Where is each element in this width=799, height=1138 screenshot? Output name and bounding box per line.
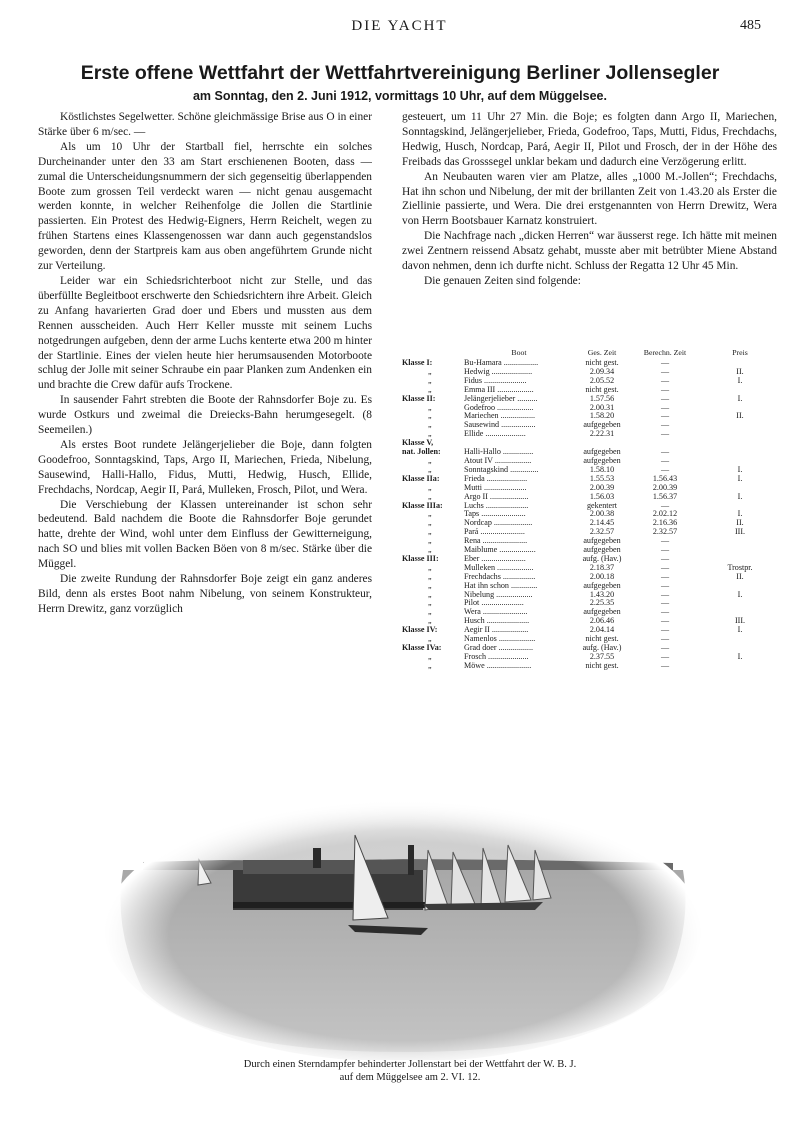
total-time-cell: nicht gest. — [585, 359, 619, 367]
result-row — [402, 466, 780, 475]
prize-cell: III. — [734, 528, 746, 537]
prize-cell — [700, 484, 780, 493]
prize-cell: II. — [736, 519, 744, 528]
result-row — [402, 395, 780, 404]
prize-cell — [700, 662, 780, 671]
total-time-cell: 2.09.34 — [589, 367, 615, 376]
calculated-time-cell: — — [660, 590, 670, 599]
calculated-time-cell: — — [660, 537, 670, 546]
result-row — [402, 377, 780, 386]
prize-cell: III. — [734, 617, 746, 626]
calculated-time-cell: 1.56.37 — [652, 492, 678, 501]
prize-cell: I. — [737, 626, 743, 635]
total-time-cell: 2.00.38 — [589, 510, 615, 519]
prize-cell — [700, 635, 780, 644]
left-text-column — [38, 110, 372, 670]
result-row — [402, 573, 780, 582]
paragraph: Als erstes Boot rundete Jelängerjelieber die Boje, dann folgten Goodefroo, Sonntagskind, Taps, Argo II, Mariechen, Frieda, Nibelung, Sausewind, Halli-Hallo, Fidus, Mutti, Hedwig, Husch, Ellide, Frechdachs, Nordcap, Aegir II, Pará, Mulleken, Frosch, Pilot, und Wera. — [38, 438, 372, 496]
total-time-cell: 2.05.52 — [589, 376, 615, 385]
total-time-cell: nicht gest. — [585, 661, 619, 670]
class-cell: Klasse III: — [402, 554, 439, 563]
total-time-cell: 1.58.10 — [589, 465, 615, 474]
boat-name-cell: Frosch .................... — [464, 652, 529, 661]
total-time-cell: 1.56.03 — [589, 492, 615, 501]
total-time-cell: aufgegeben — [583, 546, 621, 555]
class-cell: „ — [428, 590, 432, 599]
result-row — [402, 662, 780, 671]
result-row — [402, 368, 780, 377]
calculated-time-cell: — — [660, 599, 670, 608]
boat-name-cell: Taps ...................... — [464, 510, 526, 519]
calculated-time-cell: — — [660, 617, 670, 626]
total-time-cell: aufg. (Hav.) — [582, 554, 622, 563]
boat-name-cell: Fidus ..................... — [464, 376, 527, 385]
boat-name-cell: Maiblume .................. — [464, 546, 536, 555]
result-row — [402, 599, 780, 608]
result-row — [402, 617, 780, 626]
boat-name-cell: Eber ...................... — [464, 554, 526, 563]
total-time-cell: 2.22.31 — [589, 430, 615, 439]
calculated-time-cell: — — [660, 635, 670, 644]
boat-name-cell: Bu-Hamara ................. — [464, 359, 539, 367]
prize-cell — [700, 582, 780, 591]
prize-cell: I. — [737, 590, 743, 599]
paragraph: An Neubauten waren vier am Platze, alles „1000 M.-Jollen“; Frechdachs, Hat ihn schon und Nibelung, der mit der brillanten Zeit von 1.43.20 als Erster die Ziellinie passierte, und Wera. Die drei erstgenannten von Herrn Drewitz, Wera von Herrn Bootsbauer Karnatz konstruiert. — [402, 170, 777, 228]
class-cell: Klasse II: — [402, 394, 436, 403]
result-row — [402, 439, 780, 448]
total-time-cell: aufgegeben — [583, 448, 621, 457]
boat-name-cell: Luchs ..................... — [464, 501, 529, 510]
total-time-cell: 1.43.20 — [589, 590, 615, 599]
boat-name-cell: Mulleken .................. — [464, 563, 534, 572]
total-time-cell: gekentert — [586, 501, 618, 510]
result-row — [402, 359, 780, 368]
calculated-time-cell: — — [660, 367, 670, 376]
class-cell: „ — [428, 546, 432, 555]
result-row — [402, 430, 780, 439]
prize-cell — [700, 404, 780, 413]
result-row — [402, 555, 780, 564]
boat-name-cell: Pilot ..................... — [464, 599, 524, 608]
result-row — [402, 626, 780, 635]
class-cell: „ — [428, 430, 432, 439]
page-number: 485 — [740, 18, 761, 33]
prize-cell: I. — [737, 465, 743, 474]
result-row — [402, 386, 780, 395]
total-time-cell: aufgegeben — [583, 456, 621, 465]
boat-name-cell: Godefroo .................. — [464, 403, 534, 412]
class-cell: „ — [428, 661, 432, 670]
total-time-cell: 1.55.53 — [589, 474, 615, 483]
boat-name-cell: Wera ...................... — [464, 608, 528, 617]
article-title: Erste offene Wettfahrt der Wettfahrtvereinigung Berliner Jollensegler — [80, 62, 720, 84]
total-time-cell: aufgegeben — [583, 421, 621, 430]
prize-cell — [700, 502, 780, 511]
calculated-time-cell — [630, 439, 700, 448]
calculated-time-cell: — — [660, 652, 670, 661]
calculated-time-cell: 2.32.57 — [652, 528, 678, 537]
result-row — [402, 546, 780, 555]
result-row — [402, 502, 780, 511]
result-row — [402, 448, 780, 457]
results-body — [402, 359, 780, 671]
calculated-time-cell: — — [660, 546, 670, 555]
total-time-cell: aufgegeben — [583, 608, 621, 617]
total-time-cell: 2.00.18 — [589, 572, 615, 581]
calculated-time-cell: 2.16.36 — [652, 519, 678, 528]
boat-name-cell: Jelängerjelieber .......... — [464, 394, 538, 403]
class-cell: Klasse IV: — [402, 626, 438, 635]
class-cell: nat. Jollen: — [402, 448, 441, 457]
boat-name-cell: Argo II ................... — [464, 492, 529, 501]
calculated-time-cell: — — [660, 403, 670, 412]
class-cell: „ — [428, 599, 432, 608]
total-time-cell: 1.58.20 — [589, 412, 615, 421]
boat-name-cell: Pará ...................... — [464, 528, 525, 537]
right-text-column — [402, 110, 777, 350]
class-cell: „ — [428, 652, 432, 661]
class-cell: „ — [428, 412, 432, 421]
calculated-time-cell: — — [660, 501, 670, 510]
total-time-cell: aufgegeben — [583, 581, 621, 590]
photo-fade — [103, 795, 703, 1060]
prize-cell — [700, 386, 780, 395]
calculated-time-cell: — — [660, 626, 670, 635]
calculated-time-cell: — — [660, 661, 670, 670]
boat-name-cell: Mutti ..................... — [464, 483, 527, 492]
prize-column-header: Preis — [732, 349, 748, 357]
calculated-time-cell: 2.00.39 — [652, 483, 678, 492]
results-table — [402, 349, 780, 671]
total-time-cell: 2.14.45 — [589, 519, 615, 528]
paragraph: Köstlichstes Segelwetter. Schöne gleichmässige Brise aus O in einer Stärke über 6 m/sec. — — [38, 111, 372, 138]
prize-cell: II. — [736, 412, 744, 421]
caption-line: Durch einen Sterndampfer behinderter Jollenstart bei der Wettfahrt der W. B. J. — [243, 1059, 577, 1070]
class-cell: „ — [428, 563, 432, 572]
class-cell: „ — [428, 376, 432, 385]
class-cell: Klasse I: — [402, 359, 433, 367]
result-row — [402, 564, 780, 573]
result-row — [402, 537, 780, 546]
class-cell: „ — [428, 519, 432, 528]
boat-name-cell: Aegir II .................. — [464, 626, 529, 635]
boat-name-cell: Hedwig .................... — [464, 367, 533, 376]
class-cell: „ — [428, 403, 432, 412]
result-row — [402, 582, 780, 591]
total-time-cell: 2.00.39 — [589, 483, 615, 492]
result-row — [402, 591, 780, 600]
prize-cell — [700, 599, 780, 608]
calc-time-column-header: Berechn. Zeit — [643, 349, 687, 357]
boat-name-cell — [464, 439, 574, 448]
calculated-time-cell: — — [660, 385, 670, 394]
result-row — [402, 510, 780, 519]
total-time-cell: 2.04.14 — [589, 626, 615, 635]
prize-cell — [700, 439, 780, 448]
boat-name-cell: Grad doer ................. — [464, 644, 534, 652]
boat-name-cell: Sonntagskind .............. — [464, 465, 539, 474]
total-time-cell: 2.00.31 — [589, 403, 615, 412]
total-time-cell: 2.32.57 — [589, 528, 615, 537]
calculated-time-cell: — — [660, 581, 670, 590]
class-cell: „ — [428, 581, 432, 590]
total-time-cell — [574, 439, 630, 448]
paragraph: Leider war ein Schiedsrichterboot nicht zur Stelle, und das überfüllte Begleitboot erschwerte den Schiedsrichtern ihre Arbeit. Gleich zu Anfang havarierten Grad doer und Ebers und mussten aus dem Rennen ausscheiden. Auch Herr Keller musste mit seinem Luchs notgedrungen aufgeben, denn der arme Luchs kenterte etwa 200 m hinter der Startlinie. Eines der vielen heute hier herumsausenden Motorboote schlug der Jolle mit seiner Schraube ein paar Planken zum Andenken ein und brachte die Crew dafür aufs Trockene. — [38, 274, 372, 392]
prize-cell — [700, 421, 780, 430]
result-row — [402, 475, 780, 484]
boat-column-header: Boot — [511, 349, 527, 357]
prize-cell: I. — [737, 492, 743, 501]
regatta-photo — [103, 790, 703, 1060]
boat-name-cell: Möwe ...................... — [464, 661, 532, 670]
result-row — [402, 653, 780, 662]
class-cell: „ — [428, 492, 432, 501]
boat-name-cell: Emma III .................. — [464, 385, 534, 394]
boat-name-cell: Husch ..................... — [464, 617, 530, 626]
prize-cell — [700, 537, 780, 546]
boat-name-cell: Mariechen ................. — [464, 412, 536, 421]
prize-cell — [700, 555, 780, 564]
paragraph: gesteuert, um 11 Uhr 27 Min. die Boje; es folgten dann Argo II, Mariechen, Sonntagskind, Jelängerjelieber, Frieda, Godefroo, Taps, Mutti, Fidus, Frechdachs, Hedwig, Husch, Nordcap, Pará, Aegir II, Pilot und Frosch, der in der Höhe des Freibads das Grosssegel unklar bekam und dadurch eine Verzögerung erlitt. — [402, 111, 777, 168]
result-row — [402, 644, 780, 653]
boat-name-cell: Halli-Hallo ............... — [464, 448, 534, 457]
calculated-time-cell: — — [660, 376, 670, 385]
class-cell: „ — [428, 385, 432, 394]
calculated-time-cell: — — [660, 644, 670, 652]
prize-cell: I. — [737, 394, 743, 403]
class-cell: „ — [428, 537, 432, 546]
calculated-time-cell: — — [660, 608, 670, 617]
total-time-cell: 1.57.56 — [589, 394, 615, 403]
calculated-time-cell: — — [660, 448, 670, 457]
class-cell: „ — [428, 635, 432, 644]
prize-cell: I. — [737, 652, 743, 661]
paragraph: Die Verschiebung der Klassen untereinander ist schon sehr bedeutend. Bald nachdem die Boote die Rahnsdorfer Boje gerundet hatte, drehte der Wind, wohl unter dem Einfluss der Gewitterneigung, nach SO und blies mit vollen Backen Böen von 8 m/sec. Stärke über die Müggel. — [38, 498, 372, 571]
class-cell: „ — [428, 483, 432, 492]
calculated-time-cell: — — [660, 456, 670, 465]
class-cell: „ — [428, 528, 432, 537]
paragraph: Die zweite Rundung der Rahnsdorfer Boje zeigt ein ganz anderes Bild, denn als erstes Boot nahm Nibelung, von seinem Konstrukteur, Herrn Drewitz, ganz vorzüglich — [38, 573, 372, 615]
boat-name-cell: Nibelung .................. — [464, 590, 533, 599]
time-column-header: Ges. Zeit — [587, 349, 617, 357]
total-time-cell: nicht gest. — [585, 385, 619, 394]
class-cell: „ — [428, 510, 432, 519]
boat-name-cell: Atout IV .................. — [464, 456, 532, 465]
result-row — [402, 412, 780, 421]
prize-cell: II. — [736, 367, 744, 376]
class-cell: „ — [428, 608, 432, 617]
class-cell: Klasse IIa: — [402, 474, 440, 483]
class-cell: „ — [428, 617, 432, 626]
calculated-time-cell: — — [660, 421, 670, 430]
caption-line: auf dem Müggelsee am 2. VI. 12. — [339, 1072, 481, 1083]
total-time-cell: aufgegeben — [583, 537, 621, 546]
calculated-time-cell: — — [660, 563, 670, 572]
boat-name-cell: Frechdachs ................ — [464, 572, 536, 581]
class-cell: „ — [428, 572, 432, 581]
boat-name-cell: Frieda .................... — [464, 474, 528, 483]
calculated-time-cell: — — [660, 394, 670, 403]
result-row — [402, 493, 780, 502]
prize-cell — [700, 608, 780, 617]
prize-cell — [700, 448, 780, 457]
calculated-time-cell: — — [660, 359, 670, 367]
calculated-time-cell: — — [660, 572, 670, 581]
class-cell: Klasse IIIa: — [402, 501, 443, 510]
result-row — [402, 608, 780, 617]
class-cell: „ — [428, 421, 432, 430]
prize-cell — [700, 644, 780, 653]
prize-cell — [700, 359, 780, 368]
calculated-time-cell: — — [660, 412, 670, 421]
boat-name-cell: Rena ...................... — [464, 537, 528, 546]
total-time-cell: 2.37.55 — [589, 652, 615, 661]
result-row — [402, 635, 780, 644]
prize-cell — [700, 546, 780, 555]
class-cell: „ — [428, 465, 432, 474]
boat-name-cell: Ellide .................... — [464, 430, 526, 439]
calculated-time-cell: — — [660, 430, 670, 439]
calculated-time-cell: — — [660, 465, 670, 474]
prize-cell — [700, 430, 780, 439]
total-time-cell: aufg. (Hav.) — [582, 644, 622, 652]
class-cell: Klasse V, — [402, 439, 434, 448]
running-head: DIE YACHT — [351, 18, 448, 34]
class-cell: Klasse IVa: — [402, 644, 442, 652]
total-time-cell: nicht gest. — [585, 635, 619, 644]
total-time-cell: 2.06.46 — [589, 617, 615, 626]
class-column-header — [402, 349, 464, 359]
boat-name-cell: Sausewind ................. — [464, 421, 536, 430]
result-row — [402, 404, 780, 413]
boat-name-cell: Namenlos .................. — [464, 635, 536, 644]
boat-name-cell: Nordcap ................... — [464, 519, 533, 528]
class-cell: „ — [428, 456, 432, 465]
boat-name-cell: Hat ihn schon ............. — [464, 581, 538, 590]
class-cell: „ — [428, 367, 432, 376]
result-row — [402, 457, 780, 466]
calculated-time-cell: — — [660, 554, 670, 563]
calculated-time-cell: 2.02.12 — [652, 510, 678, 519]
prize-cell — [700, 457, 780, 466]
total-time-cell: 2.25.35 — [589, 599, 615, 608]
result-row — [402, 519, 780, 528]
prize-cell: Trostpr. — [727, 563, 753, 572]
paragraph: In sausender Fahrt strebten die Boote der Rahnsdorfer Boje zu. Es wurde Ostkurs und zweimal die Dreiecks-Bahn herumgesegelt. (8 Seemeilen.) — [38, 394, 372, 437]
result-row — [402, 528, 780, 537]
total-time-cell: 2.18.37 — [589, 563, 615, 572]
result-row — [402, 484, 780, 493]
paragraph: Die genauen Zeiten sind folgende: — [424, 274, 581, 287]
prize-cell: I. — [737, 510, 743, 519]
result-row — [402, 421, 780, 430]
paragraph: Als um 10 Uhr der Startball fiel, herrschte ein solches Durcheinander unter den 33 am Start erschienenen Booten, dass — zumal die Unterscheidungsnummern der sich gegenseitig überlappenden Boote zum grossen Teil verdeckt waren — nicht genau ausgemacht werden konnte, in welcher Reihenfolge die Jollen die Startlinie passierten. Ein Protest des Hedwig-Eigners, Herrn Reichelt, wegen zu frühen Startens eines Klassengenossen war dann auch gegenstandslos geworden, denn der Startpreis kam aus oben angeführtem Grunde nicht zur Verteilung. — [38, 140, 372, 273]
paragraph: Die Nachfrage nach „dicken Herren“ war äusserst rege. Ich hätte mit meinen zwei Zentnern reissend Absatz gehabt, musste aber mit betrübter Miene Abstand davon nehmen, denn ich durfte nicht. Schluss der Regatta 12 Uhr 45 Min. — [402, 230, 777, 273]
calculated-time-cell: 1.56.43 — [652, 474, 678, 483]
photo-caption — [110, 1058, 710, 1084]
prize-cell: I. — [737, 474, 743, 483]
prize-cell: I. — [737, 376, 743, 385]
article-subtitle: am Sonntag, den 2. Juni 1912, vormittags 10 Uhr, auf dem Müggelsee. — [192, 89, 607, 103]
prize-cell: II. — [736, 572, 744, 581]
results-header-row — [402, 349, 780, 359]
